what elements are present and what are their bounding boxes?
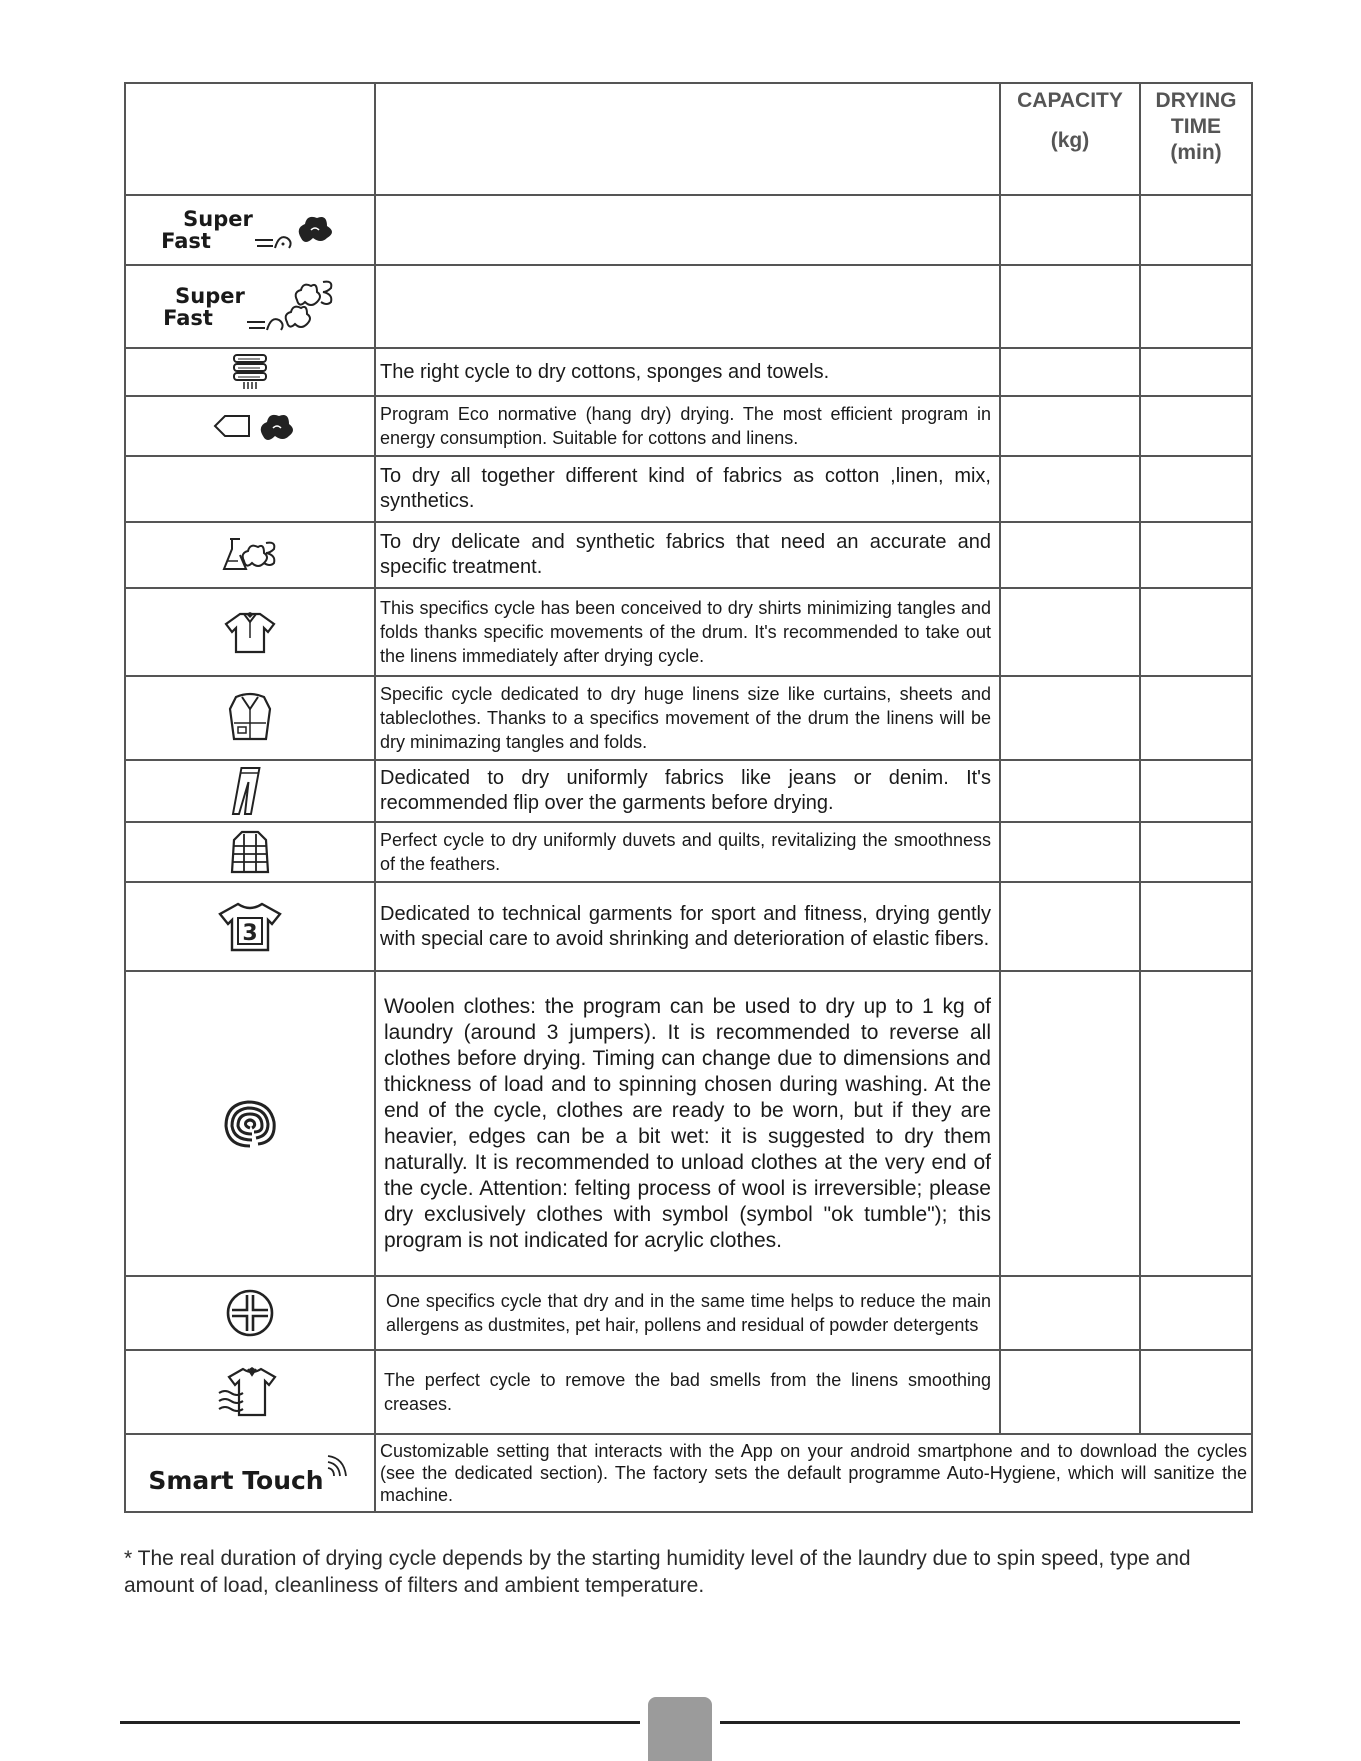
drying-time-cell	[1140, 456, 1252, 522]
icon-cell	[125, 971, 375, 1276]
capacity-cell	[1000, 1276, 1140, 1350]
capacity-cell	[1000, 676, 1140, 760]
program-table	[124, 82, 1253, 1513]
description-cell: The perfect cycle to remove the bad smells from the linens smoothing creases.	[375, 1350, 1000, 1434]
drying-time-unit: (min)	[1170, 141, 1222, 164]
drying-time-cell	[1140, 1276, 1252, 1350]
eco-cotton-icon	[205, 406, 295, 446]
description-cell: To dry delicate and synthetic fabrics that need an accurate and specific treatment.	[375, 522, 1000, 588]
table-row	[125, 396, 1252, 456]
drying-time-cell	[1140, 882, 1252, 971]
table-row	[125, 760, 1252, 822]
capacity-cell	[1000, 882, 1140, 971]
capacity-cell	[1000, 971, 1140, 1276]
drying-time-label-2: TIME	[1170, 115, 1222, 138]
capacity-cell	[1000, 348, 1140, 396]
icon-cell	[125, 588, 375, 676]
svg-text:3: 3	[242, 920, 258, 946]
smart-touch-icon	[148, 1452, 351, 1495]
drying-time-cell	[1140, 396, 1252, 456]
wool-icon	[222, 1098, 278, 1150]
icon-cell	[125, 396, 375, 456]
capacity-cell	[1000, 760, 1140, 822]
drying-time-label-1: DRYING	[1155, 89, 1237, 112]
capacity-cell	[1000, 396, 1140, 456]
table-row	[125, 822, 1252, 882]
table-row	[125, 348, 1252, 396]
smart-touch-label: Smart Touch	[148, 1465, 324, 1495]
sport-icon	[216, 900, 284, 954]
header-icon-cell	[125, 83, 375, 195]
capacity-cell	[1000, 456, 1140, 522]
description-cell: Woolen clothes: the program can be used to dry up to 1 kg of laundry (around 3 jumpers). It is recommended to reverse all clothes before drying. Timing can change due to dimensions and thickness of load and to spinning chosen during washing. At the end of the cycle, clothes are ready to be worn, but if they are heavier, edges can be a bit wet: it is suggested to dry them naturally. It is recommended to unload clothes at the very end of the cycle. Attention: felting process of wool is irreversible; please dry exclusively clothes with symbol (symbol "ok tumble"); this program is not indicated for acrylic clothes.	[375, 971, 1000, 1276]
page-number-box	[648, 1697, 712, 1761]
header-row	[125, 83, 1252, 195]
table-row	[125, 456, 1252, 522]
description-cell: The right cycle to dry cottons, sponges and towels.	[375, 348, 1000, 396]
drying-time-cell	[1140, 265, 1252, 348]
description-cell: Dedicated to technical garments for sport and fitness, drying gently with special care to avoid shrinking and deterioration of elastic fibers.	[375, 882, 1000, 971]
icon-cell	[125, 882, 375, 971]
capacity-label: CAPACITY	[1017, 89, 1123, 112]
table-row	[125, 1434, 1252, 1512]
icon-cell	[125, 676, 375, 760]
label-super: Super	[175, 283, 245, 308]
icon-cell	[125, 1434, 375, 1512]
header-drying-time	[1140, 83, 1252, 195]
description-cell	[375, 195, 1000, 265]
table-row	[125, 588, 1252, 676]
shirt-icon	[222, 608, 278, 656]
description-cell: Specific cycle dedicated to dry huge linens size like curtains, sheets and tableclothes. Thanks to a specifics movement of the drum the linens will be dry minimazing tangles and folds.	[375, 676, 1000, 760]
drying-time-cell	[1140, 348, 1252, 396]
table-row	[125, 1350, 1252, 1434]
drying-time-cell	[1140, 760, 1252, 822]
description-cell	[375, 265, 1000, 348]
duvet-icon	[228, 828, 272, 876]
capacity-cell	[1000, 195, 1140, 265]
super-fast-synthetic-icon	[163, 278, 337, 336]
icon-cell	[125, 265, 375, 348]
drying-time-cell	[1140, 588, 1252, 676]
drying-time-cell	[1140, 676, 1252, 760]
icon-cell	[125, 760, 375, 822]
description-cell: Customizable setting that interacts with the App on your android smartphone and to download the cycles (see the dedicated section). The factory sets the default programme Auto-Hygiene, which will sanitize the machine.	[375, 1434, 1252, 1512]
delicates-icon	[220, 535, 280, 575]
label-super: Super	[183, 207, 253, 231]
icon-cell	[125, 348, 375, 396]
drying-time-cell	[1140, 971, 1252, 1276]
capacity-cell	[1000, 1350, 1140, 1434]
table-row	[125, 1276, 1252, 1350]
jeans-icon	[230, 764, 270, 818]
refresh-icon	[215, 1365, 285, 1419]
drying-time-cell	[1140, 1350, 1252, 1434]
description-cell: To dry all together different kind of fabrics as cotton ,linen, mix, synthetics.	[375, 456, 1000, 522]
icon-cell	[125, 822, 375, 882]
description-cell: One specifics cycle that dry and in the same time helps to reduce the main allergens as dustmites, pet hair, pollens and residual of powder detergents	[375, 1276, 1000, 1350]
header-capacity	[1000, 83, 1140, 195]
description-cell: Program Eco normative (hang dry) drying. The most efficient program in energy consumption. Suitable for cottons and linens.	[375, 396, 1000, 456]
capacity-cell	[1000, 822, 1140, 882]
capacity-unit: (kg)	[1050, 129, 1090, 152]
capacity-cell	[1000, 265, 1140, 348]
header-description-cell	[375, 83, 1000, 195]
icon-cell	[125, 1276, 375, 1350]
icon-cell	[125, 522, 375, 588]
drying-time-cell	[1140, 522, 1252, 588]
icon-cell	[125, 456, 375, 522]
drying-time-cell	[1140, 822, 1252, 882]
allergy-icon	[224, 1287, 276, 1339]
description-cell: Dedicated to dry uniformly fabrics like jeans or denim. It's recommended flip over the garments before drying.	[375, 760, 1000, 822]
table-row	[125, 882, 1252, 971]
table-row	[125, 522, 1252, 588]
bedding-icon	[226, 689, 274, 747]
label-fast: Fast	[161, 229, 211, 253]
footer-rule-left	[120, 1721, 640, 1724]
capacity-cell	[1000, 522, 1140, 588]
table-row	[125, 265, 1252, 348]
super-fast-cotton-icon	[161, 208, 339, 252]
icon-cell	[125, 195, 375, 265]
description-cell: This specifics cycle has been conceived to dry shirts minimizing tangles and folds thanks specific movements of the drum. It's recommended to take out the linens immediately after drying cycle.	[375, 588, 1000, 676]
label-fast: Fast	[163, 305, 213, 330]
table-row	[125, 971, 1252, 1276]
table-row	[125, 195, 1252, 265]
table-row	[125, 676, 1252, 760]
footer-rule-right	[720, 1721, 1240, 1724]
footnote: * The real duration of drying cycle depends by the starting humidity level of the laundry due to spin speed, type and amount of load, cleanliness of filters and ambient temperature.	[124, 1547, 1191, 1597]
capacity-cell	[1000, 588, 1140, 676]
towels-icon	[230, 352, 270, 392]
drying-time-cell	[1140, 195, 1252, 265]
description-cell: Perfect cycle to dry uniformly duvets and quilts, revitalizing the smoothness of the feathers.	[375, 822, 1000, 882]
icon-cell	[125, 1350, 375, 1434]
